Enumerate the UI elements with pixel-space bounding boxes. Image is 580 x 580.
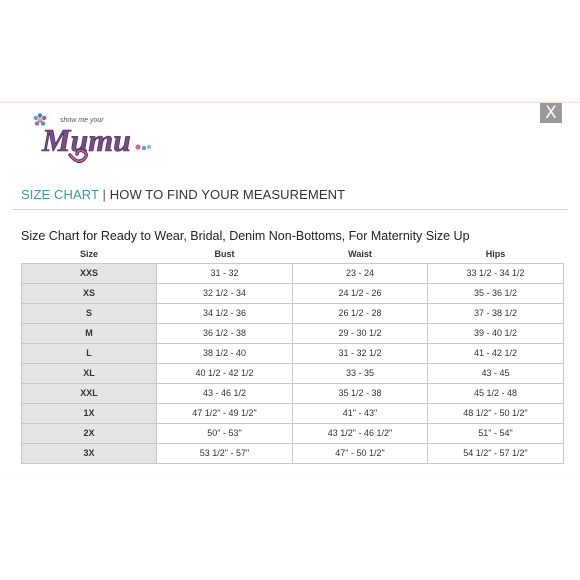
bust-cell: 32 1/2 - 34 [157, 283, 293, 303]
waist-cell: 29 - 30 1/2 [293, 323, 428, 343]
size-cell: XL [22, 363, 157, 383]
brand-logo [30, 111, 160, 173]
logo-brand-text: Mumu [42, 122, 131, 158]
size-cell: XXS [22, 263, 157, 283]
divider [12, 209, 568, 210]
size-table [21, 246, 564, 464]
header-size: Size [79, 249, 98, 260]
hips-cell: 48 1/2" - 50 1/2" [428, 403, 564, 423]
waist-cell: 41" - 43" [293, 403, 428, 423]
hips-cell: 41 - 42 1/2 [428, 343, 564, 363]
size-cell: L [22, 343, 157, 363]
bust-cell: 40 1/2 - 42 1/2 [157, 363, 293, 383]
size-cell: XS [22, 283, 157, 303]
hips-cell: 43 - 45 [428, 363, 564, 383]
header-waist: Waist [348, 249, 372, 260]
bust-cell: 50" - 53" [157, 423, 293, 443]
table-row [22, 383, 564, 403]
bust-cell: 36 1/2 - 38 [157, 323, 293, 343]
close-button[interactable]: X [540, 103, 562, 123]
table-row [22, 263, 564, 283]
tab-how-to-measure[interactable]: HOW TO FIND YOUR MEASUREMENT [109, 187, 346, 202]
logo-small-text: show me your [60, 117, 104, 124]
hips-cell: 33 1/2 - 34 1/2 [428, 263, 564, 283]
size-cell: 2X [22, 423, 157, 443]
table-header-row [22, 246, 564, 263]
waist-cell: 43 1/2" - 46 1/2" [293, 423, 428, 443]
header-bust: Bust [214, 249, 235, 260]
size-cell: S [22, 303, 157, 323]
waist-cell: 33 - 35 [293, 363, 428, 383]
waist-cell: 35 1/2 - 38 [293, 383, 428, 403]
bust-cell: 53 1/2" - 57" [157, 443, 293, 463]
table-row [22, 323, 564, 343]
nav-separator: | [102, 187, 107, 202]
waist-cell: 47" - 50 1/2" [293, 443, 428, 463]
table-row [22, 363, 564, 383]
bust-cell: 34 1/2 - 36 [157, 303, 293, 323]
waist-cell: 31 - 32 1/2 [293, 343, 428, 363]
waist-cell: 23 - 24 [293, 263, 428, 283]
bust-cell: 38 1/2 - 40 [157, 343, 293, 363]
chart-title: Size Chart for Ready to Wear, Bridal, Denim Non-Bottoms, For Maternity Size Up [21, 229, 470, 243]
hips-cell: 54 1/2" - 57 1/2" [428, 443, 564, 463]
waist-cell: 24 1/2 - 26 [293, 283, 428, 303]
size-cell: M [22, 323, 157, 343]
hips-cell: 45 1/2 - 48 [428, 383, 564, 403]
bust-cell: 47 1/2" - 49 1/2" [157, 403, 293, 423]
header-hips: Hips [485, 249, 506, 260]
size-cell: 1X [22, 403, 157, 423]
table-row [22, 443, 564, 463]
waist-cell: 26 1/2 - 28 [293, 303, 428, 323]
bust-cell: 43 - 46 1/2 [157, 383, 293, 403]
table-row [22, 423, 564, 443]
size-chart-modal [0, 102, 580, 478]
tab-size-chart[interactable]: SIZE CHART [21, 187, 99, 202]
size-cell: 3X [22, 443, 157, 463]
size-cell: XXL [22, 383, 157, 403]
table-row [22, 303, 564, 323]
bust-cell: 31 - 32 [157, 263, 293, 283]
table-row [22, 283, 564, 303]
hips-cell: 39 - 40 1/2 [428, 323, 564, 343]
hips-cell: 35 - 36 1/2 [428, 283, 564, 303]
table-row [22, 403, 564, 423]
hips-cell: 51" - 54" [428, 423, 564, 443]
chart-nav [21, 187, 345, 202]
logo-graphic [30, 111, 160, 173]
hips-cell: 37 - 38 1/2 [428, 303, 564, 323]
table-row [22, 343, 564, 363]
